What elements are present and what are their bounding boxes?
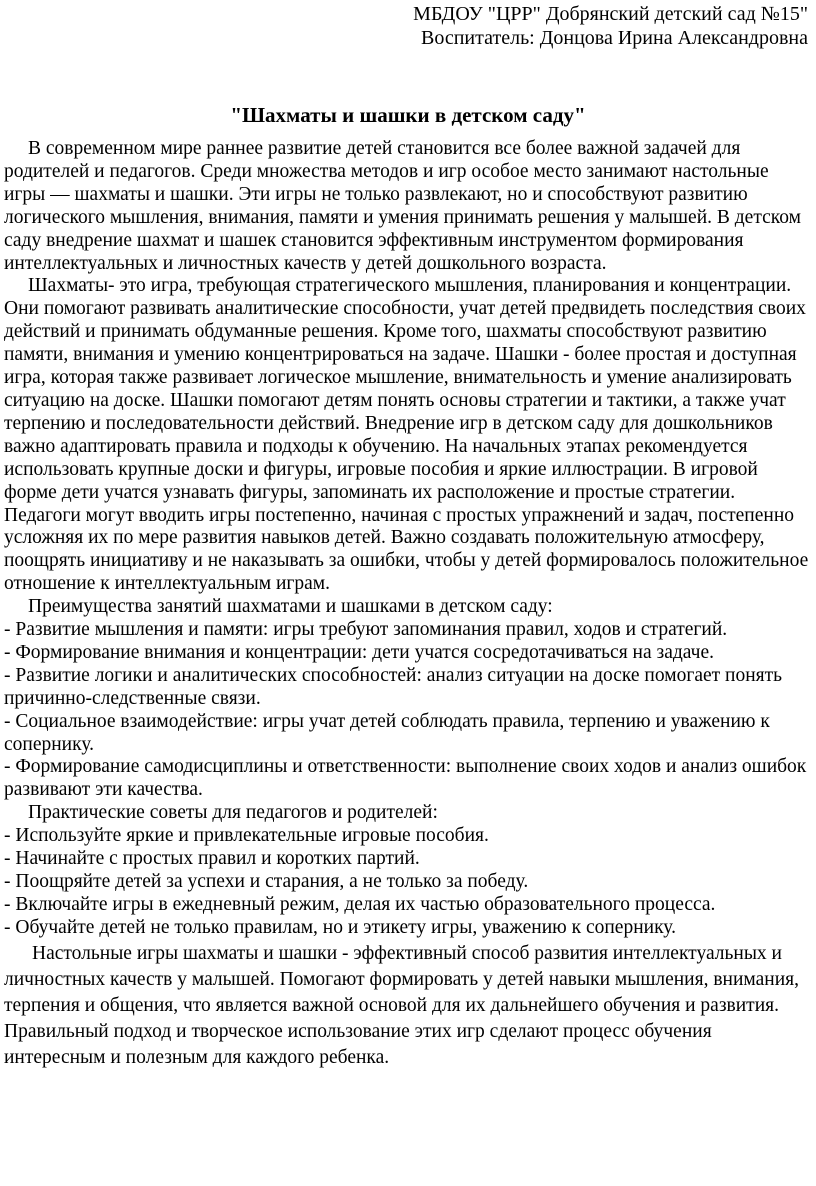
paragraph-benefits-heading: Преимущества занятий шахматами и шашками в детском саду: [28, 596, 553, 618]
list-item-benefit: - Развитие логики и аналитических способностей: анализ ситуации на доске помогает понять причинно-следственные связи. [4, 664, 783, 709]
document-body [4, 138, 812, 1071]
list-item-tip: - Поощряйте детей за успехи и старания, а не только за победу. [4, 871, 529, 892]
header-author: Воспитатель: Донцова Ирина Александровна [421, 27, 808, 49]
list-item-benefit: - Развитие мышления и памяти: игры требуют запоминания правил, ходов и стратегий. [4, 619, 728, 641]
paragraph-conclusion: Настольные игры шахматы и шашки - эффективный способ развития интеллектуальных и личностных качеств у малышей. Помогают формировать у детей навыки мышления, внимания, терпения и общения, что является важной основой для их дальнейшего обучения и развития. Правильный подход и творческое использование этих игр сделают процесс обучения интересным и полезным для каждого ребенка. [4, 942, 799, 1068]
document-header [413, 2, 808, 50]
list-item-benefit: - Социальное взаимодействие: игры учат детей соблюдать правила, терпению и уважению к сопернику. [4, 710, 770, 755]
paragraph-intro: В современном мире раннее развитие детей становится все более важной задачей для родителей и педагогов. Среди множества методов и игр особое место занимают настольные игры — шахматы и шашки. Эти игры не только развлекают, но и способствуют развитию логического мышления, внимания, памяти и умения принимать решения у малышей. В детском саду внедрение шахмат и шашек становится эффективным инструментом формирования интеллектуальных и личностных качеств у детей дошкольного возраста. [4, 138, 801, 274]
paragraph-chess-checkers: Шахматы- это игра, требующая стратегического мышления, планирования и концентрации. Они помогают развивать аналитические способности, учат детей предвидеть последствия своих действий и принимать обдуманные решения. Кроме того, шахматы способствуют развитию памяти, внимания и умению концентрироваться на задаче. Шашки - более простая и доступная игра, которая также развивает логическое мышление, внимательность и умение анализировать ситуацию на доске. Шашки помогают детям понять основы стратегии и тактики, а также учат терпению и последовательности действий. Внедрение игр в детском саду для дошкольников важно адаптировать правила и подходы к обучению. На начальных этапах рекомендуется использовать крупные доски и фигуры, игровые пособия и яркие иллюстрации. В игровой форме дети учатся узнавать фигуры, запоминать их расположение и простые стратегии. Педагоги могут вводить игры постепенно, начиная с простых упражнений и задач, постепенно усложняя их по мере развития навыков детей. Важно создавать положительную атмосферу, поощрять инициативу и не наказывать за ошибки, чтобы у детей формировалось положительное отношение к интеллектуальным играм. [4, 275, 809, 595]
list-item-tip: - Используйте яркие и привлекательные игровые пособия. [4, 825, 489, 847]
paragraph-tips-heading: Практические советы для педагогов и родителей: [28, 802, 438, 824]
list-item-tip: - Обучайте детей не только правилам, но и этикету игры, уважению к сопернику. [4, 916, 676, 938]
list-item-benefit: - Формирование внимания и концентрации: дети учатся сосредотачиваться на задаче. [4, 641, 715, 663]
list-item-tip: - Включайте игры в ежедневный режим, делая их частью образовательного процесса. [4, 893, 716, 915]
list-item-tip: - Начинайте с простых правил и коротких партий. [4, 848, 420, 870]
document-title: "Шахматы и шашки в детском саду" [230, 103, 586, 127]
list-item-benefit: - Формирование самодисциплины и ответственности: выполнение своих ходов и анализ ошибок развивают эти качества. [4, 756, 807, 801]
header-organization: МБДОУ "ЦРР" Добрянский детский сад №15" [413, 3, 808, 25]
